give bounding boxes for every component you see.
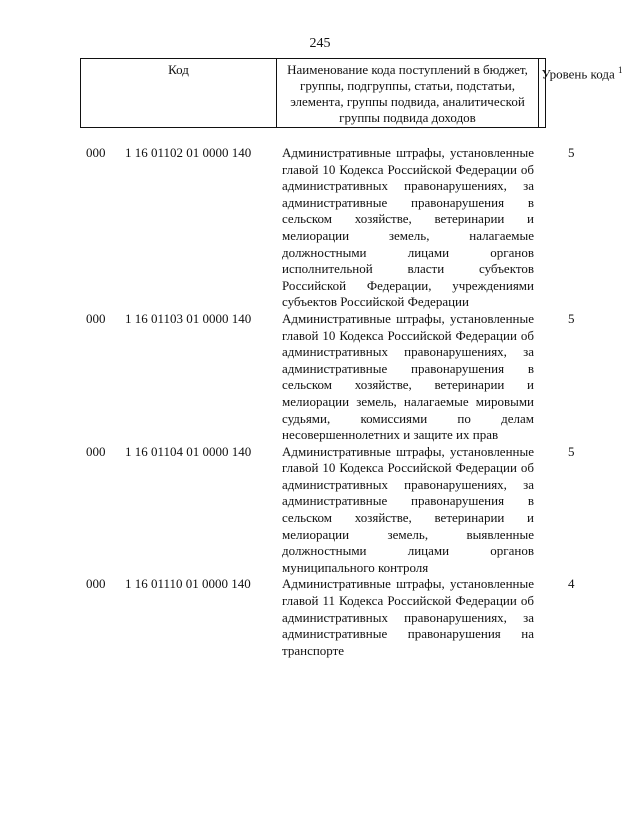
table-row bbox=[86, 145, 586, 311]
footnote-marker: 1 bbox=[617, 65, 623, 75]
row-prefix: 000 bbox=[86, 145, 106, 160]
row-prefix: 000 bbox=[86, 310, 106, 326]
row-name: Административные штрафы, установленные главой 10 Кодекса Российской Федерации об административных правонарушениях, за административные правонарушения в сельском хозяйстве, ветеринарии и мелиорации земель, выявленные должностными лицами органов муниципального контроля bbox=[282, 443, 534, 575]
row-level: 4 bbox=[568, 576, 575, 592]
row-code: 1 16 01110 01 0000 140 bbox=[125, 576, 251, 592]
row-prefix: 000 bbox=[86, 576, 106, 592]
header-level bbox=[539, 59, 625, 127]
row-level: 5 bbox=[568, 443, 575, 459]
row-code: 1 16 01103 01 0000 140 bbox=[125, 310, 252, 326]
row-name: Административные штрафы, установленные главой 11 Кодекса Российской Федерации об административных правонарушениях, за административные правонарушения на транспорте bbox=[282, 576, 534, 658]
row-name: Административные штрафы, установленные главой 10 Кодекса Российской Федерации об административных правонарушениях, за административные правонарушения в сельском хозяйстве, ветеринарии и мелиорации земель, налагаемые мировыми судьями, комиссиями по делам несовершеннолетних и защите их прав bbox=[282, 310, 534, 443]
row-code: 1 16 01102 01 0000 140 bbox=[125, 145, 252, 160]
table-row bbox=[86, 576, 586, 659]
header-level-label: Уровень кода bbox=[541, 66, 615, 82]
table-header bbox=[80, 58, 623, 128]
row-level: 5 bbox=[568, 310, 575, 326]
header-code: Код bbox=[81, 59, 277, 127]
table-row bbox=[86, 444, 586, 577]
row-name: Административные штрафы, установленные главой 10 Кодекса Российской Федерации об административных правонарушениях, за административные правонарушения в сельском хозяйстве, ветеринарии и мелиорации земель, налагаемые должностными лицами органов исполнительной власти субъектов Российской Федерации, учреждениями субъектов Российской Федерации bbox=[282, 145, 534, 310]
row-prefix: 000 bbox=[86, 443, 106, 459]
table-body bbox=[86, 145, 586, 659]
page-number: 245 bbox=[309, 36, 331, 51]
header-name: Наименование кода поступлений в бюджет, группы, подгруппы, статьи, подстатьи, элемента, группы подвида, аналитической группы подвида доходов bbox=[277, 59, 539, 127]
row-level: 5 bbox=[568, 145, 575, 160]
row-code: 1 16 01104 01 0000 140 bbox=[125, 443, 252, 459]
table-row bbox=[86, 311, 586, 444]
